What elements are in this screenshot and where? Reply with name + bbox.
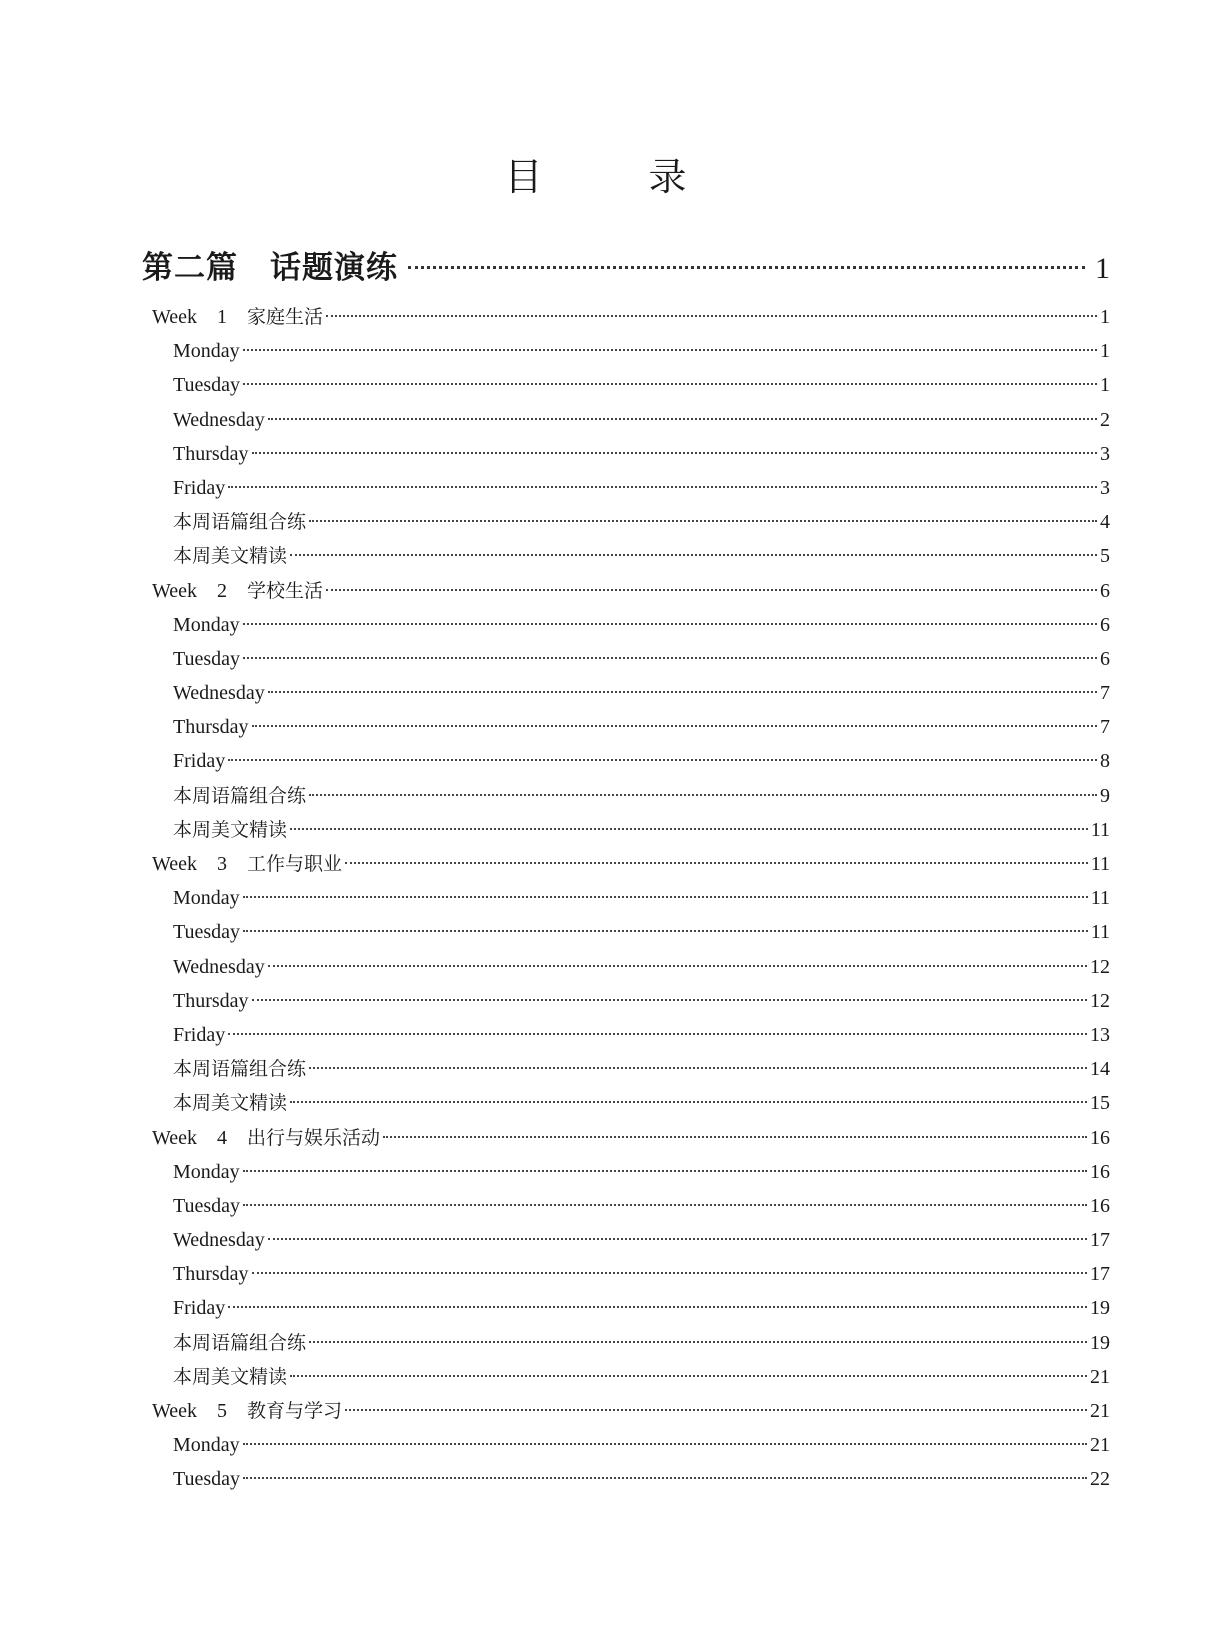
dot-leader [243, 1443, 1087, 1445]
dot-leader [326, 589, 1097, 591]
toc-entry-title [173, 437, 249, 471]
part-heading-label: 第二篇 话题演练 [142, 250, 398, 286]
toc-entry-title [173, 881, 240, 915]
toc-entry[interactable] [173, 1257, 1110, 1291]
toc-page-number: 17 [1090, 1229, 1110, 1252]
toc-entry-title [173, 539, 287, 573]
toc-entry-title [173, 710, 249, 744]
toc-week-entry[interactable] [152, 847, 1110, 881]
toc-page-number: 16 [1090, 1160, 1110, 1183]
toc-page-number: 21 [1090, 1365, 1110, 1388]
toc-week-entry[interactable] [152, 300, 1110, 334]
dot-leader [252, 452, 1097, 454]
dot-leader [268, 418, 1097, 420]
toc-entry[interactable] [173, 437, 1110, 471]
toc-entry-title [173, 1052, 306, 1086]
dot-leader [290, 554, 1097, 556]
toc-entry-title [152, 300, 323, 334]
dot-leader [252, 725, 1097, 727]
toc-page-number: 11 [1090, 853, 1110, 875]
toc-page-number: 11 [1090, 921, 1110, 944]
toc-entry-chinese: 本周语篇组合练 [173, 784, 307, 807]
toc-entry-latin: Week 1 [152, 306, 248, 328]
dot-leader [243, 930, 1088, 932]
toc-page-number: 6 [1100, 647, 1110, 670]
toc-entry-chinese: 本周语篇组合练 [173, 511, 307, 534]
document-title: 目 录 [504, 155, 721, 199]
toc-page-number: 11 [1090, 887, 1110, 910]
toc-entry-latin: Tuesday [173, 1468, 241, 1491]
toc-page-number: 3 [1100, 476, 1110, 499]
toc-entry[interactable] [173, 642, 1110, 676]
toc-entry-title [173, 1223, 265, 1257]
toc-entry-title [173, 779, 306, 813]
toc-page-number: 8 [1100, 750, 1110, 773]
toc-entry-title [173, 471, 225, 505]
toc-entry-title [173, 334, 240, 368]
toc-page-number: 1 [1100, 340, 1110, 363]
toc-entry-title [173, 608, 240, 642]
toc-entry-title [173, 676, 265, 710]
toc-entry[interactable] [173, 915, 1110, 949]
toc-page-number: 16 [1090, 1194, 1110, 1217]
part-heading[interactable] [142, 242, 1110, 290]
dot-leader [345, 1409, 1087, 1411]
dot-leader [326, 315, 1097, 317]
part-page-number: 1 [1095, 252, 1110, 285]
toc-entry-title [173, 1155, 240, 1189]
toc-entry-latin: Thursday [173, 716, 249, 739]
toc-page-number: 7 [1100, 716, 1110, 739]
toc-page-number: 19 [1090, 1331, 1110, 1354]
toc-entry-latin: Tuesday [173, 647, 241, 670]
toc-entry-latin: Friday [173, 750, 226, 773]
toc-entry-title [173, 1018, 225, 1052]
toc-entry-chinese: 本周美文精读 [173, 1365, 288, 1388]
dot-leader [228, 1306, 1087, 1308]
toc-entry-latin: Week 3 [152, 853, 248, 875]
toc-page-number: 6 [1100, 579, 1110, 602]
toc-entry-latin: Thursday [173, 442, 249, 465]
toc-week-entry[interactable] [152, 1394, 1110, 1428]
dot-leader [228, 486, 1097, 488]
toc-page-number: 15 [1090, 1092, 1110, 1115]
toc-entry-title [173, 403, 265, 437]
toc-entry-latin: Week 2 [152, 579, 248, 602]
toc-entry[interactable] [173, 334, 1110, 368]
toc-entry[interactable] [173, 539, 1110, 573]
toc-entry-latin: Friday [173, 1297, 226, 1320]
toc-entry-latin: Wednesday [173, 1229, 265, 1252]
toc-entry-latin: Friday [173, 1023, 226, 1046]
toc-entry[interactable] [173, 1291, 1110, 1325]
toc-page-number: 12 [1090, 955, 1110, 978]
toc-entry[interactable] [173, 1326, 1110, 1360]
toc-entry-latin: Week 5 [152, 1400, 248, 1422]
toc-entry[interactable] [173, 505, 1110, 539]
dot-leader [243, 623, 1097, 625]
toc-entry-latin: Monday [173, 1434, 240, 1457]
dot-leader [243, 896, 1088, 898]
toc-entry[interactable] [173, 608, 1110, 642]
dot-leader [309, 794, 1097, 796]
dot-leader [228, 759, 1097, 761]
toc-entry-latin: Monday [173, 887, 240, 910]
toc-entry[interactable] [173, 1155, 1110, 1189]
toc-page-number: 12 [1090, 989, 1110, 1012]
toc-entry[interactable] [173, 1223, 1110, 1257]
toc-entry-title [173, 505, 306, 539]
toc-page-number: 2 [1100, 408, 1110, 431]
toc-entry[interactable] [173, 471, 1110, 505]
toc-entry-latin: Monday [173, 340, 240, 363]
toc-entry-latin: Wednesday [173, 682, 265, 705]
dot-leader [243, 349, 1097, 351]
toc-entry[interactable] [173, 368, 1110, 402]
toc-week-entry[interactable] [152, 1121, 1110, 1155]
toc-page-number: 7 [1100, 682, 1110, 705]
toc-entry-chinese: 学校生活 [247, 579, 324, 602]
dot-leader [345, 862, 1088, 864]
toc-entry-title [173, 984, 249, 1018]
toc-entry-latin: Wednesday [173, 408, 265, 431]
toc-entry-title [152, 1394, 342, 1428]
toc-entry[interactable] [173, 984, 1110, 1018]
toc-entry[interactable] [173, 1360, 1110, 1394]
toc-entry[interactable] [173, 881, 1110, 915]
toc-entry[interactable] [173, 1086, 1110, 1120]
toc-entry-latin: Monday [173, 613, 240, 636]
toc-entry-title [173, 368, 240, 402]
toc-page-number: 13 [1090, 1023, 1110, 1046]
toc-entry-title [173, 1086, 287, 1120]
toc-page-number: 22 [1090, 1468, 1110, 1491]
toc-entry[interactable] [173, 1462, 1110, 1496]
toc-entry[interactable] [173, 1018, 1110, 1052]
toc-entry-latin: Tuesday [173, 374, 241, 397]
toc-entry-chinese: 本周语篇组合练 [173, 1058, 307, 1081]
toc-entry-latin: Tuesday [173, 921, 241, 944]
dot-leader [228, 1033, 1087, 1035]
toc-list [0, 300, 1225, 1497]
dot-leader [268, 691, 1097, 693]
toc-entry[interactable] [173, 1189, 1110, 1223]
toc-entry[interactable] [173, 744, 1110, 778]
toc-entry-chinese: 工作与职业 [247, 853, 343, 875]
toc-entry-title [173, 1291, 225, 1325]
toc-page-number: 6 [1100, 613, 1110, 636]
toc-page-number: 5 [1100, 545, 1110, 568]
toc-entry-title [173, 1360, 287, 1394]
toc-page-number: 14 [1090, 1058, 1110, 1081]
toc-week-entry[interactable] [152, 574, 1110, 608]
dot-leader [309, 520, 1097, 522]
toc-entry[interactable] [173, 710, 1110, 744]
toc-entry-title [152, 1121, 380, 1155]
toc-entry[interactable] [173, 1052, 1110, 1086]
dot-leader [383, 1136, 1087, 1138]
toc-entry-latin: Tuesday [173, 1194, 241, 1217]
toc-entry-title [173, 813, 287, 847]
toc-entry-title [152, 847, 342, 881]
toc-entry[interactable] [173, 950, 1110, 984]
toc-entry[interactable] [173, 676, 1110, 710]
toc-entry-title [173, 1189, 240, 1223]
dot-leader [252, 1272, 1087, 1274]
dot-leader [252, 999, 1087, 1001]
toc-page-number: 16 [1090, 1126, 1110, 1149]
dot-leader [243, 1170, 1087, 1172]
toc-entry-latin: Monday [173, 1160, 240, 1183]
toc-entry-latin: Week 4 [152, 1126, 248, 1149]
toc-entry-title [152, 574, 323, 608]
dot-leader [309, 1067, 1087, 1069]
toc-entry-chinese: 本周美文精读 [173, 818, 288, 841]
toc-entry-title [173, 1428, 240, 1462]
toc-entry-chinese: 出行与娱乐活动 [247, 1126, 381, 1149]
toc-page-number: 19 [1090, 1297, 1110, 1320]
toc-entry[interactable] [173, 1428, 1110, 1462]
toc-entry-chinese: 本周美文精读 [173, 1092, 288, 1115]
dot-leader [290, 828, 1088, 830]
toc-entry-chinese: 本周语篇组合练 [173, 1331, 307, 1354]
toc-page-number: 17 [1090, 1263, 1110, 1286]
toc-entry-chinese: 本周美文精读 [173, 545, 288, 568]
dot-leader [243, 383, 1097, 385]
toc-entry-title [173, 915, 240, 949]
toc-entry[interactable] [173, 403, 1110, 437]
toc-entry-title [173, 744, 225, 778]
dot-leader [309, 1341, 1087, 1343]
dot-leader [243, 1477, 1087, 1479]
toc-entry-latin: Thursday [173, 989, 249, 1012]
dot-leader [268, 1238, 1087, 1240]
toc-entry-latin: Friday [173, 476, 226, 499]
dot-leader [268, 965, 1087, 967]
toc-page-number: 1 [1100, 374, 1110, 397]
toc-entry-title [173, 1257, 249, 1291]
toc-entry-title [173, 642, 240, 676]
toc-entry-latin: Thursday [173, 1263, 249, 1286]
toc-page-number: 1 [1100, 306, 1110, 328]
toc-entry[interactable] [173, 813, 1110, 847]
toc-entry-chinese: 家庭生活 [247, 306, 324, 328]
toc-entry-chinese: 教育与学习 [247, 1400, 343, 1422]
dot-leader [290, 1101, 1087, 1103]
toc-entry-title [173, 950, 265, 984]
toc-entry-latin: Wednesday [173, 955, 265, 978]
toc-entry-title [173, 1326, 306, 1360]
dot-leader [408, 266, 1085, 269]
toc-page-number: 4 [1100, 511, 1110, 534]
toc-page-number: 21 [1090, 1434, 1110, 1457]
toc-page-number: 21 [1090, 1400, 1110, 1422]
dot-leader [243, 1204, 1087, 1206]
dot-leader [290, 1375, 1087, 1377]
toc-page-number: 3 [1100, 442, 1110, 465]
toc-page-number: 9 [1100, 784, 1110, 807]
toc-entry[interactable] [173, 779, 1110, 813]
toc-entry-title [173, 1462, 240, 1496]
dot-leader [243, 657, 1097, 659]
toc-page-number: 11 [1090, 818, 1110, 841]
